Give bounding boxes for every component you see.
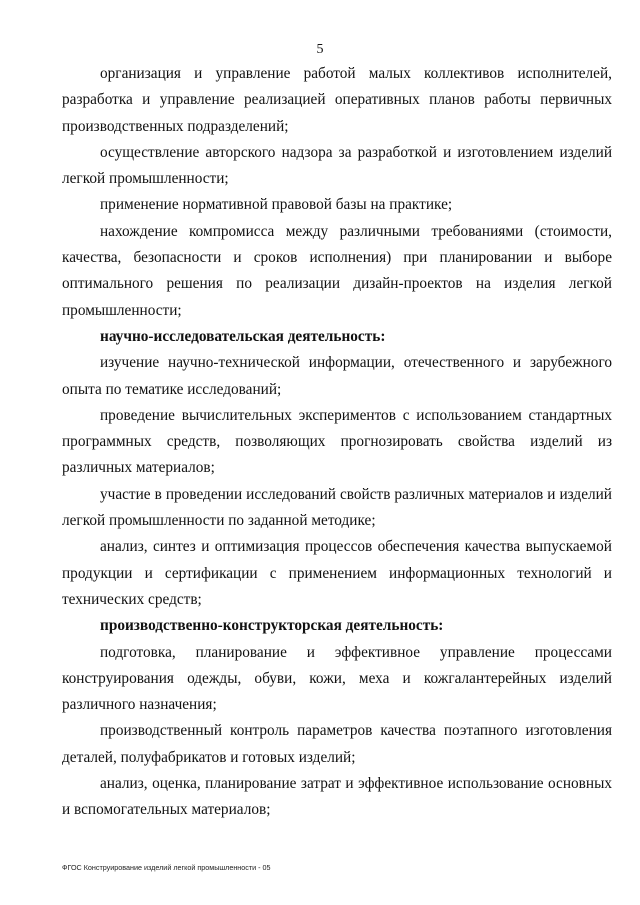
document-footer: ФГОС Конструирование изделий легкой промышленности - 05: [62, 863, 271, 872]
document-body: [62, 61, 612, 824]
section-heading: научно-исследовательская деятельность:: [100, 327, 386, 345]
paragraph: применение нормативной правовой базы на практике;: [100, 196, 453, 214]
section-heading: производственно-конструкторская деятельность:: [100, 617, 444, 635]
paragraph: анализ, синтез и оптимизация процессов обеспечения качества выпускаемой продукции и сертификации с применением информационных технологий и технических средств;: [62, 538, 612, 608]
paragraph: подготовка, планирование и эффективное управление процессами конструирования одежды, обуви, кожи, меха и кожгалантерейных изделий различного назначения;: [62, 643, 612, 714]
paragraph: участие в проведении исследований свойств различных материалов и изделий легкой промышленности по заданной методике;: [62, 485, 612, 530]
paragraph: проведение вычислительных экспериментов с использованием стандартных программных средств, позволяющих прогнозировать свойства изделий из различных материалов;: [62, 406, 612, 477]
paragraph: изучение научно-технической информации, отечественного и зарубежного опыта по тематике исследований;: [62, 354, 612, 398]
paragraph: анализ, оценка, планирование затрат и эффективное использование основных и вспомогательных материалов;: [62, 775, 612, 819]
paragraph: организация и управление работой малых коллективов исполнителей, разработка и управление реализацией оперативных планов работы первичных производственных подразделений;: [62, 65, 612, 135]
paragraph: нахождение компромисса между различными требованиями (стоимости, качества, безопасности и сроков исполнения) при планировании и выборе оптимального решения по реализации дизайн-проектов на изделия легкой промышленности;: [62, 222, 612, 319]
page-number: 5: [316, 42, 324, 57]
paragraph: производственный контроль параметров качества поэтапного изготовления деталей, полуфабрикатов и готовых изделий;: [62, 722, 612, 766]
paragraph: осуществление авторского надзора за разработкой и изготовлением изделий легкой промышленности;: [62, 143, 612, 188]
